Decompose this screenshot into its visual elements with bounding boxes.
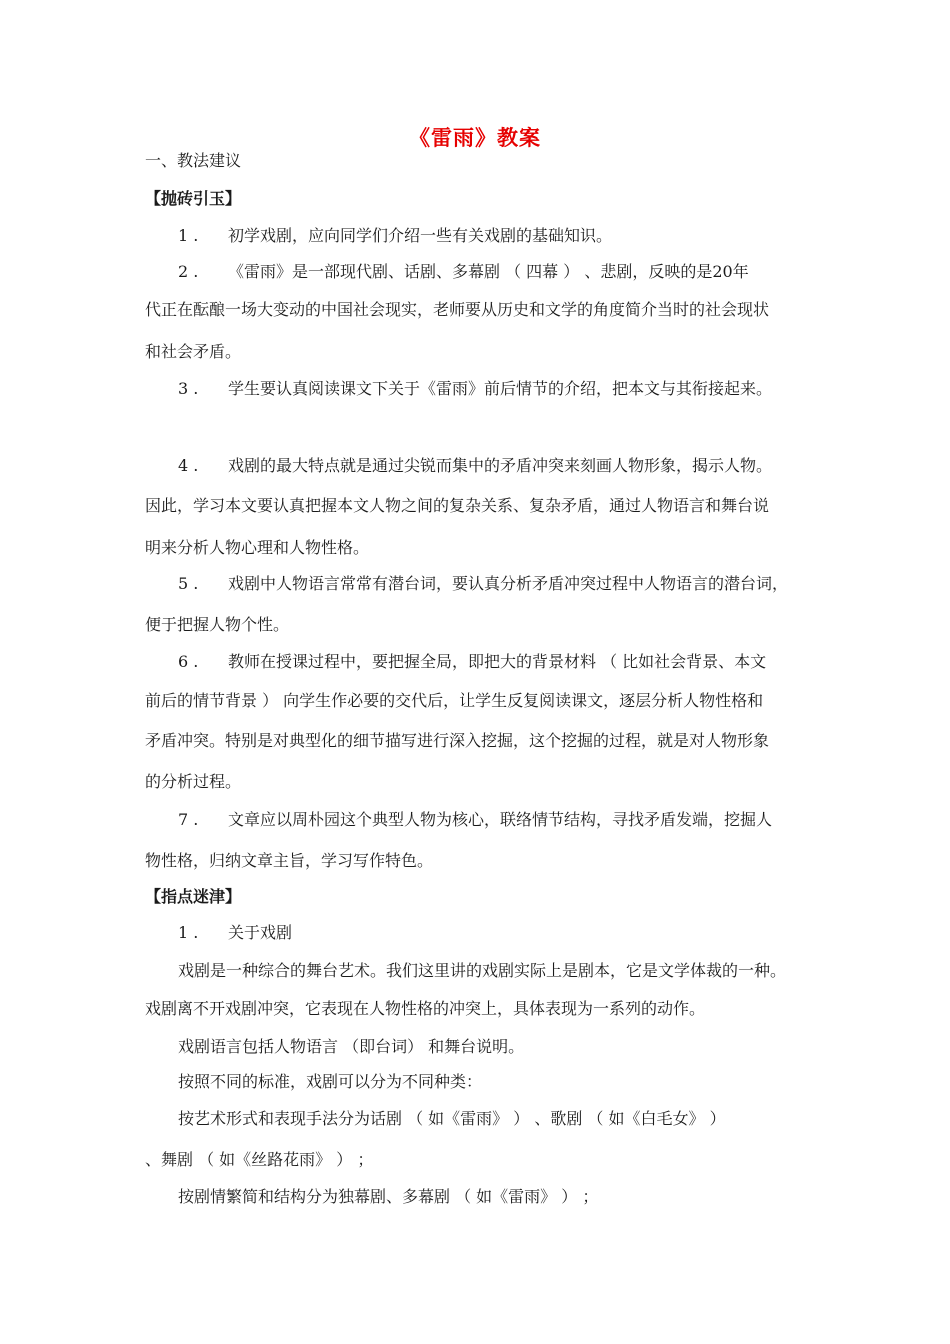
item-text-continued: 和社会矛盾。 (145, 342, 242, 361)
item-text: 学生要认真阅读课文下关于《雷雨》前后情节的介绍，把本文与其衔接起来。 (228, 379, 773, 398)
item-text-continued: 的分析过程。 (145, 772, 242, 791)
intro-item-5 (178, 573, 788, 595)
item-text: 戏剧中人物语言常常有潜台词，要认真分析矛盾冲突过程中人物语言的潜台词， (228, 574, 789, 593)
item-text-continued: 便于把握人物个性。 (145, 615, 290, 634)
guide-paragraph-continued: 戏剧离不开戏剧冲突，它表现在人物性格的冲突上，具体表现为一系列的动作。 (145, 999, 706, 1018)
item-text: 《雷雨》是一部现代剧、话剧、多幕剧 （ 四幕 ） 、悲剧，反映的是20年 (228, 262, 749, 281)
guide-paragraph: 戏剧语言包括人物语言 （即台词） 和舞台说明。 (178, 1037, 525, 1056)
intro-item-7 (178, 809, 772, 831)
guide-paragraph: 按剧情繁简和结构分为独幕剧、多幕剧 （ 如《雷雨》 ） ； (178, 1187, 599, 1206)
guide-item-1 (178, 922, 292, 944)
item-number: 6 . (178, 652, 199, 671)
item-text: 初学戏剧，应向同学们介绍一些有关戏剧的基础知识。 (228, 226, 613, 245)
item-text: 戏剧的最大特点就是通过尖锐而集中的矛盾冲突来刻画人物形象，揭示人物。 (228, 456, 773, 475)
item-text: 文章应以周朴园这个典型人物为核心，联络情节结构，寻找矛盾发端，挖掘人 (228, 810, 773, 829)
item-number: 1 . (178, 923, 199, 942)
intro-item-2 (178, 261, 749, 283)
intro-item-3 (178, 378, 772, 400)
item-text-continued: 因此，学习本文要认真把握本文人物之间的复杂关系、复杂矛盾，通过人物语言和舞台说 (145, 496, 770, 515)
item-text-continued: 物性格，归纳文章主旨，学习写作特色。 (145, 851, 434, 870)
item-number: 5 . (178, 574, 199, 593)
item-text-continued: 前后的情节背景 ） 向学生作必要的交代后，让学生反复阅读课文，逐层分析人物性格和 (145, 691, 764, 710)
intro-item-1 (178, 225, 612, 247)
section-heading: 一、教法建议 (145, 151, 242, 170)
item-number: 7 . (178, 810, 199, 829)
item-number: 1 . (178, 226, 199, 245)
guide-paragraph: 按照不同的标准，戏剧可以分为不同种类： (178, 1072, 483, 1091)
document-title: 《雷雨》教案 (409, 125, 541, 150)
item-number: 3 . (178, 379, 199, 398)
guide-paragraph: 按艺术形式和表现手法分为话剧 （ 如《雷雨》 ） 、歌剧 （ 如《白毛女》 ） (178, 1109, 726, 1128)
intro-item-6 (178, 651, 766, 673)
item-text: 教师在授课过程中，要把握全局，即把大的背景材料 （ 比如社会背景、本文 (228, 652, 767, 671)
intro-item-4 (178, 455, 772, 477)
guide-paragraph-continued: 、舞剧 （ 如《丝路花雨》 ） ； (145, 1150, 374, 1169)
subsection-heading-intro: 【抛砖引玉】 (145, 189, 242, 208)
item-number: 4 . (178, 456, 199, 475)
item-text-continued: 明来分析人物心理和人物性格。 (145, 538, 370, 557)
item-text-continued: 代正在酝酿一场大变动的中国社会现实，老师要从历史和文学的角度简介当时的社会现状 (145, 300, 770, 319)
item-text-continued: 矛盾冲突。特别是对典型化的细节描写进行深入挖掘，这个挖掘的过程，就是对人物形象 (145, 731, 770, 750)
item-number: 2 . (178, 262, 199, 281)
guide-paragraph: 戏剧是一种综合的舞台艺术。我们这里讲的戏剧实际上是剧本，它是文学体裁的一种。 (178, 961, 787, 980)
item-text: 关于戏剧 (228, 923, 293, 942)
subsection-heading-guide: 【指点迷津】 (145, 887, 242, 906)
